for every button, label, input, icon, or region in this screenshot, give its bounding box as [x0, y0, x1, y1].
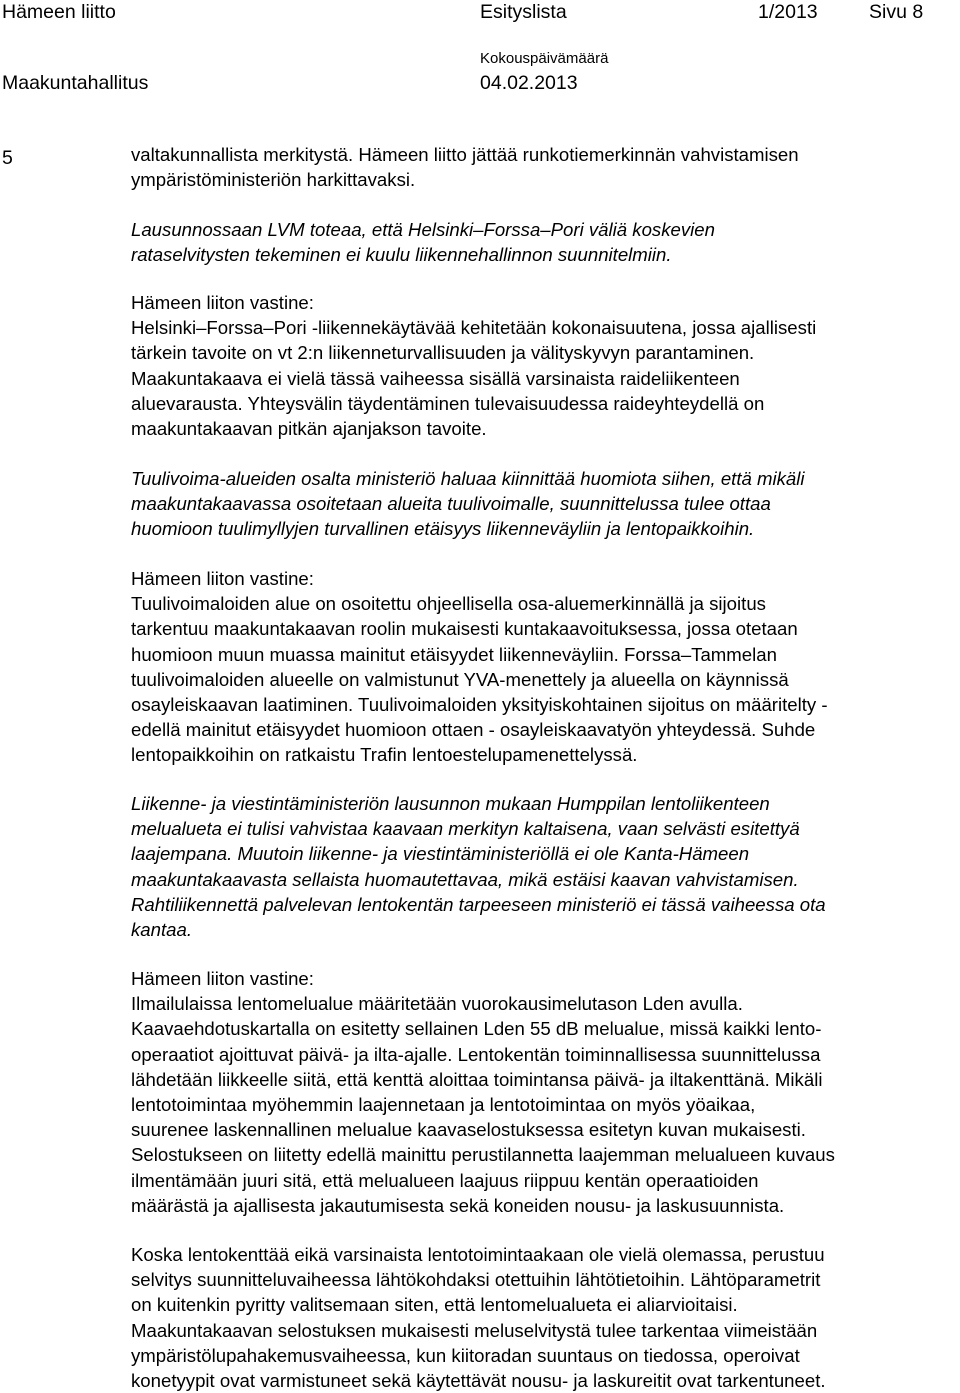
- header-body: Maakuntahallitus: [2, 72, 149, 94]
- text-line: melualueta ei tulisi vahvistaa kaavaan merkityn kaltaisena, vaan selvästi esitettyä: [131, 818, 800, 840]
- text-line: Ilmailulaissa lentomelualue määritetään vuorokausimelutason Lden avulla.: [131, 993, 743, 1015]
- text-line: osayleiskaavan laatiminen. Tuulivoimaloiden yksityiskohtainen sijoitus on määritelty -: [131, 693, 828, 715]
- section-6-quote: [131, 791, 956, 942]
- header-date: 04.02.2013: [480, 72, 578, 94]
- item-number: 5: [2, 147, 13, 169]
- text-line: maakuntakaavasta sellaista huomautettavaa, mikä estäisi kaavan vahvistamisen.: [131, 868, 799, 890]
- text-line: tarkentuu maakuntakaavan roolin mukaisesti kuntakaavoituksessa, jossa otetaan: [131, 618, 798, 640]
- section-5-response: [131, 566, 956, 768]
- text-line: Tuulivoima-alueiden osalta ministeriö haluaa kiinnittää huomiota siihen, että mikäli: [131, 468, 805, 489]
- text-line: Tuulivoimaloiden alue on osoitettu ohjeellisella osa-aluemerkinnällä ja sijoitus: [131, 593, 766, 615]
- text-line: Maakuntakaavan selostuksen mukaisesti meluselvitystä tulee tarkentaa viimeistään: [131, 1319, 818, 1341]
- text-line: lentotoimintaa myöhemmin laajennetaan ja lentotoimintaa on myös yöaikaa,: [131, 1093, 756, 1115]
- text-line: selvitys suunnitteluvaiheessa lähtökohdaksi otettuihin lähtötietoihin. Lähtöparametrit: [131, 1269, 821, 1291]
- text-line: Koska lentokenttää eikä varsinaista lentotoimintaakaan ole vielä olemassa, perustuu: [131, 1244, 825, 1265]
- text-line: laajempana. Muutoin liikenne- ja viestintäministeriöllä ei ole Kanta-Hämeen: [131, 843, 750, 865]
- text-line: rataselvitysten tekeminen ei kuulu liikennehallinnon suunnitelmiin.: [131, 244, 672, 266]
- text-line: valtakunnallista merkitystä. Hämeen liitto jättää runkotiemerkinnän vahvistamisen: [131, 144, 799, 165]
- text-line: edellä mainitut etäisyydet huomioon ottaen - osayleiskaavatyön yhteydessä. Suhde: [131, 719, 816, 741]
- header-page: Sivu 8: [869, 1, 924, 23]
- text-line: määrästä ja ajallisesta jakautumisesta sekä koneiden nousu- ja laskusuunnista.: [131, 1194, 785, 1216]
- text-line: on kuitenkin pyritty valitsemaan siten, että lentomelualueta ei aliarvioitaisi.: [131, 1294, 738, 1316]
- text-line: operaatiot ajoittuvat päivä- ja ilta-ajalle. Lentokentän toiminnallisessa suunnittelussa: [131, 1043, 821, 1065]
- text-line: Helsinki–Forssa–Pori -liikennekäytävää kehitetään kokonaisuutena, jossa ajallisesti: [131, 317, 817, 339]
- text-line: huomioon tuulimyllyjen turvallinen etäisyys liikenneväyliin ja lentopaikkoihin.: [131, 518, 755, 540]
- text-line: ympäristölupahakemusvaiheessa, kun kiitoradan suuntaus on tiedossa, operoivat: [131, 1344, 800, 1366]
- text-line: Lausunnossaan LVM toteaa, että Helsinki–Forssa–Pori väliä koskevien: [131, 219, 715, 240]
- text-line: ympäristöministeriön harkittavaksi.: [131, 169, 416, 191]
- text-line: maakuntakaavassa osoitetaan alueita tuulivoimalle, suunnittelussa tulee ottaa: [131, 493, 771, 515]
- text-line: ilmentämään juuri sitä, että melualueen laajuus riippuu kentän operaatioiden: [131, 1169, 759, 1191]
- header-date-label: Kokouspäivämäärä: [480, 50, 609, 67]
- text-line: suurenee laskennallinen melualue kaavaselostuksessa esitetyn kuvan mukaisesti.: [131, 1119, 806, 1141]
- header-issue: 1/2013: [758, 1, 818, 23]
- text-line: lähdetään liikkeelle siitä, että kenttä aloittaa toimintansa päivä- ja iltakenttänä. Mikäli: [131, 1068, 823, 1090]
- text-line: lentopaikkoihin on ratkaistu Trafin lentoestelupamenettelyssä.: [131, 744, 638, 766]
- section-8: [131, 1242, 956, 1393]
- text-line: Selostukseen on liitetty edellä mainittu perustilannetta laajemman melualueen kuvaus: [131, 1144, 835, 1166]
- text-line: Liikenne- ja viestintäministeriön lausunnon mukaan Humppilan lentoliikenteen: [131, 793, 770, 814]
- section-3-response: [131, 290, 956, 441]
- text-line: aluevarausta. Yhteysvälin täydentäminen tulevaisuudessa raideyhteydellä on: [131, 392, 765, 414]
- text-line: kantaa.: [131, 918, 192, 940]
- section-4-quote: [131, 466, 956, 542]
- text-line: konetyypit ovat varmistuneet sekä käytettävät nousu- ja laskureitit ovat tarkentuneet.: [131, 1369, 826, 1391]
- text-line: maakuntakaavan pitkän ajanjakson tavoite.: [131, 417, 487, 439]
- text-line: Rahtiliikennettä palvelevan lentokentän tarpeeseen ministeriö ei tässä vaiheessa ota: [131, 893, 826, 915]
- text-line: huomioon muun muassa mainitut etäisyydet liikenneväyliin. Forssa–Tammelan: [131, 643, 777, 665]
- section-1: [131, 142, 956, 192]
- response-heading: Hämeen liiton vastine:: [131, 292, 314, 313]
- section-2-quote: [131, 217, 956, 267]
- section-7-response: [131, 966, 956, 1218]
- text-line: tuulivoimaloiden alueelle on valmistunut YVA-menettely ja alueella on käynnissä: [131, 668, 789, 690]
- text-line: tärkein tavoite on vt 2:n liikenneturvallisuuden ja välityskyvyn parantaminen.: [131, 342, 755, 364]
- response-heading: Hämeen liiton vastine:: [131, 568, 314, 589]
- header-doc-type: Esityslista: [480, 1, 567, 23]
- text-line: Maakuntakaava ei vielä tässä vaiheessa sisällä varsinaista raideliikenteen: [131, 367, 740, 389]
- response-heading: Hämeen liiton vastine:: [131, 968, 314, 989]
- text-line: Kaavaehdotuskartalla on esitetty sellainen Lden 55 dB melualue, missä kaikki lento-: [131, 1018, 822, 1040]
- header-org: Hämeen liitto: [2, 1, 116, 23]
